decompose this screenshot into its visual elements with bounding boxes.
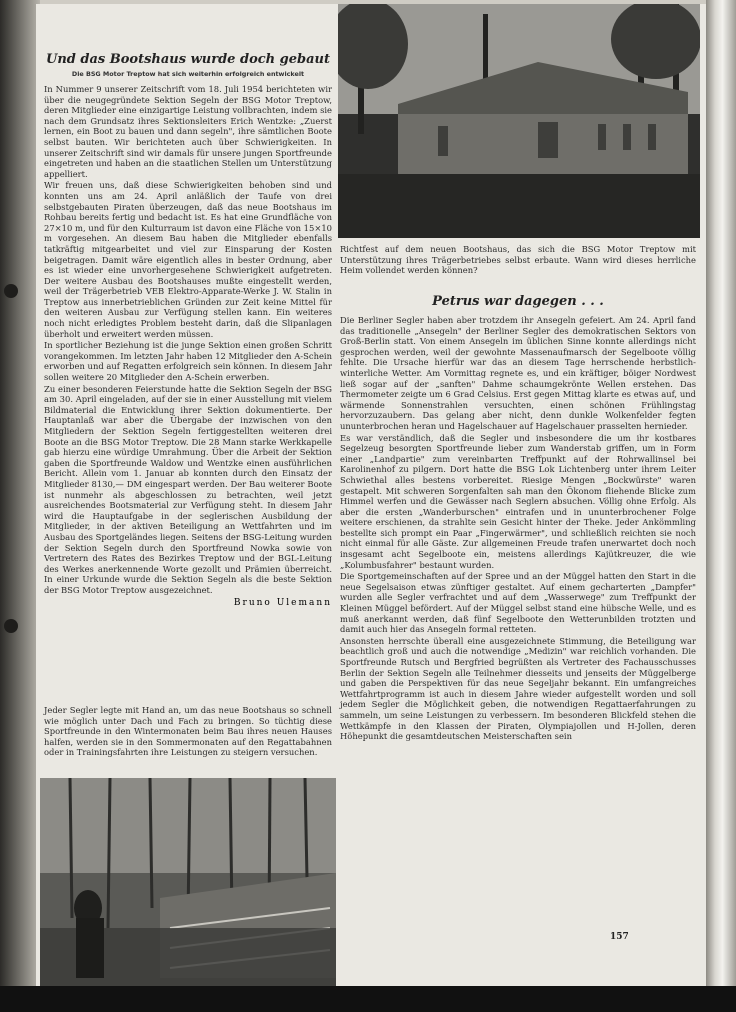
article-title: Petrus war dagegen . . . xyxy=(432,294,604,309)
photo-caption-bottom: Jeder Segler legte mit Hand an, um das neue Bootshaus so schnell wie möglich unter Dach und Fach zu bringen. So tüchtig diese Sportfreunde in den Wintermonaten beim Bau ihres neuen Hauses halfen, werden sie in den Sommermonaten auf den Regattabahnen oder in Trainingsfahrten ihre Leistungen zu steigern versuchen. xyxy=(44,705,332,758)
photo-caption-top: Richtfest auf dem neuen Bootshaus, das sich die BSG Motor Treptow mit Unterstützung ihres Trägerbetriebes selbst erbaute. Wann wird dieses herrliche Heim vollendet werden können? xyxy=(340,244,696,276)
paragraph: In sportlicher Beziehung ist die junge Sektion einen großen Schritt vorangekommen. Im letzten Jahr haben 12 Mitglieder den A-Schein erworben und auf Regatten erfolgreich sein können. In diesem Jahr sollen weitere 20 Mitglieder den A-Schein erwerben. xyxy=(44,340,332,383)
paragraph: Die Sportgemeinschaften auf der Spree und an der Müggel hatten den Start in die neue Segelsaison etwas zünftiger gestaltet. Auf einem gecharterten „Dampfer" wurden alle Segler verfrachtet und auf dem „Wasserwege" zum Treffpunkt der Kleinen Müggel befördert. Auf der Müggel selbst stand eine hübsche Welle, und es muß anerkannt werden, daß fünf Segelboote den Wetterunbilden trotzten und damit auch hier das Ansegeln formal retteten. xyxy=(340,571,696,635)
page-number: 157 xyxy=(610,932,629,942)
article-subtitle: Die BSG Motor Treptow hat sich weiterhin erfolgreich entwickelt xyxy=(71,70,305,78)
article-body xyxy=(44,84,332,596)
scan-bottom-border xyxy=(0,986,736,1012)
photo-boathouse-construction-icon xyxy=(40,778,336,986)
article-title: Und das Bootshaus wurde doch gebaut xyxy=(46,52,330,67)
binding-ring-icon xyxy=(4,284,18,298)
paragraph: Zu einer besonderen Feierstunde hatte die Sektion Segeln der BSG am 30. April eingeladen, auf der sie in einer Ausstellung mit vielem Bildmaterial die Entwicklung ihrer Sektion dokumentierte. Der Hauptanlaß war aber die Übergabe der inzwischen von den Mitgliedern der Sektion Segeln fertiggestellten weiteren drei Boote an die BSG Motor Treptow. Die 28 Mann starke Werkkapelle gab hierzu eine würdige Umrahmung. Über die Arbeit der Sektion gaben die Sportfreunde Waldow und Wentzke einen ausführlichen Bericht. Allein vom 1. Januar ab konnten durch den Einsatz der Mitglieder 8130,— DM eingespart werden. Der Bau weiterer Boote ist nunmehr als abgeschlossen zu betrachten, weil jetzt ausreichendes Bootsmaterial zur Verfügung steht. In diesem Jahr wird die Hauptaufgabe in der seglerischen Ausbildung der Mitglieder, in der aktiven Beteiligung an Wettfahrten und im Ausbau des Sportgeländes liegen. Seitens der BSG-Leitung wurden der Sektion Segeln durch den Sportfreund Nowka sowie von Vertretern des Rates des Bezirkes Treptow und der BGL-Leitung des Werkes anerkennende Worte gezollt und Prämien überreicht. In einer Urkunde wurde die Sektion Segeln als die beste Sektion der BSG Motor Treptow ausgezeichnet. xyxy=(44,383,332,595)
article-bootshaus xyxy=(44,52,332,608)
paragraph: In Nummer 9 unserer Zeitschrift vom 18. Juli 1954 berichteten wir über die neugegründete Sektion Segeln der BSG Motor Treptow, deren Mitglieder eine einzigartige Leistung vollbrachten, indem sie nach dem Grundsatz ihres Sektionsleiters Erich Wentzke: „Zuerst lernen, ein Boot zu bauen und dann segeln", ihre sämtlichen Boote selbst bauten. Wir berichteten auch über Schwierigkeiten. In unserer Zeitschrift sind wir damals für unsere jungen Sportfreunde eingetreten und haben an die staatlichen Stellen um Unterstützung appelliert. xyxy=(44,84,332,179)
article-petrus xyxy=(340,294,696,743)
binding-ring-icon xyxy=(4,619,18,633)
roof-photo-svg xyxy=(338,4,700,238)
article-body xyxy=(340,315,696,742)
photo-boathouse-roof-icon xyxy=(338,4,700,238)
page-edge xyxy=(706,0,736,1012)
paragraph: Wir freuen uns, daß diese Schwierigkeiten behoben sind und konnten uns am 24. April anläßlich der Taufe von drei selbstgebauten Piraten überzeugen, daß das neue Bootshaus im Rohbau bereits fertig und bedacht ist. Es hat eine Grundfläche von 27×10 m, und für den Kulturraum ist davon eine Fläche von 15×10 m vorgesehen. An diesem Bau haben die Mitglieder ebenfalls tatkräftig mitgearbeitet und viel zur Einsparung der Kosten beigetragen. Damit wäre eigentlich alles in bester Ordnung, aber es ist wieder eine unvorhergesehene Schwierigkeit aufgetreten. Der weitere Ausbau des Bootshauses mußte eingestellt werden, weil der Trägerbetrieb VEB Elektro-Apparate-Werke J. W. Stalin in Treptow aus innerbetrieblichen Gründen zur Zeit keine Mittel für den weiteren Ausbau zur Verfügung stellen kann. Ein weiteres noch nicht erledigtes Problem besteht darin, daß die Slipanlagen überholt und erweitert werden müssen. xyxy=(44,180,332,339)
paragraph: Die Berliner Segler haben aber trotzdem ihr Ansegeln gefeiert. Am 24. April fand das traditionelle „Ansegeln" der Berliner Segler des demokratischen Sektors von Groß-Berlin statt. Von einem Ansegeln im üblichen Sinne konnte allerdings nicht gesprochen werden, weil der gewohnte Massenaufmarsch der Segelboote völlig fehlte. Die Ursache hierfür war das an diesem Tage herrschende herbstlich-winterliche Wetter. Am Vormittag regnete es, und ein kräftiger, böiger Nordwest ließ sogar auf der „sanften" Dahme schaumgekrönte Wellen erstehen. Das Thermometer zeigte um 6 Grad Celsius. Erst gegen Mittag klarte es etwas auf, und wärmende Sonnenstrahlen versuchten, einen schönen Frühlingstag hervorzuzaubern. Das gelang aber nicht, denn dunkle Wolkenfelder fegten ununterbrochen heran und Hagelschauer auf Hagelschauer prasselten hernieder. xyxy=(340,315,696,431)
book-binding xyxy=(0,0,40,1012)
construction-photo-svg xyxy=(40,778,336,986)
paragraph: Es war verständlich, daß die Segler und insbesondere die um ihr kostbares Segelzeug besorgten Sportfreunde lieber zum Wanderstab griffen, um in Form einer „Landpartie" zum vereinbarten Treffpunkt auf der Rohrwallinsel bei Karolinenhof zu pilgern. Dort hatte die BSG Lok Lichtenberg unter ihrem Leiter Schwiethal alles bestens vorbereitet. Riesige Mengen „Bockwürste" waren gestapelt. Mit schweren Sorgenfalten sah man den Ökonom fliehende Blicke zum Himmel werfen und die Gewässer nach Seglern absuchen. Völlig ohne Erfolg. Als aber die ersten „Wanderburschen" eintrafen und in ununterbrochener Folge weitere erschienen, da strahlte sein Gesicht hinter der Theke. Jeder Ankömmling bestellte sich prompt ein Paar „Fingerwärmer", und schließlich reichten sie noch nicht einmal für alle Gäste. Zur allgemeinen Freude trafen unerwartet doch noch insgesamt acht Segelboote ein, meistens allerdings Kajütkreuzer, die wie „Kolumbusfahrer" bestaunt wurden. xyxy=(340,432,696,570)
article-author: Bruno Ulemann xyxy=(233,597,332,608)
paragraph: Ansonsten herrschte überall eine ausgezeichnete Stimmung, die Beteiligung war beachtlich groß und auch die notwendige „Medizin" war reichlich vorhanden. Die Sportfreunde Rutsch und Bergfried begrüßten als Vertreter des Fachausschusses Berlin der Sektion Segeln alle Teilnehmer diesseits und jenseits der Müggelberge und gaben die Perspektiven für das neue Segeljahr bekannt. Ein umfangreiches Wettfahrtprogramm ist auch in diesem Jahre wieder aufgestellt worden und soll jedem Segler die Möglichkeit geben, die notwendigen Regattaerfahrungen zu sammeln, um seine Leistungen zu verbessern. Im besonderen Blickfeld stehen die Wettkämpfe in den Klassen der Piraten, Olympiajollen und H-Jollen, deren Höhepunkt die gesamtdeutschen Meisterschaften sein xyxy=(340,635,696,742)
